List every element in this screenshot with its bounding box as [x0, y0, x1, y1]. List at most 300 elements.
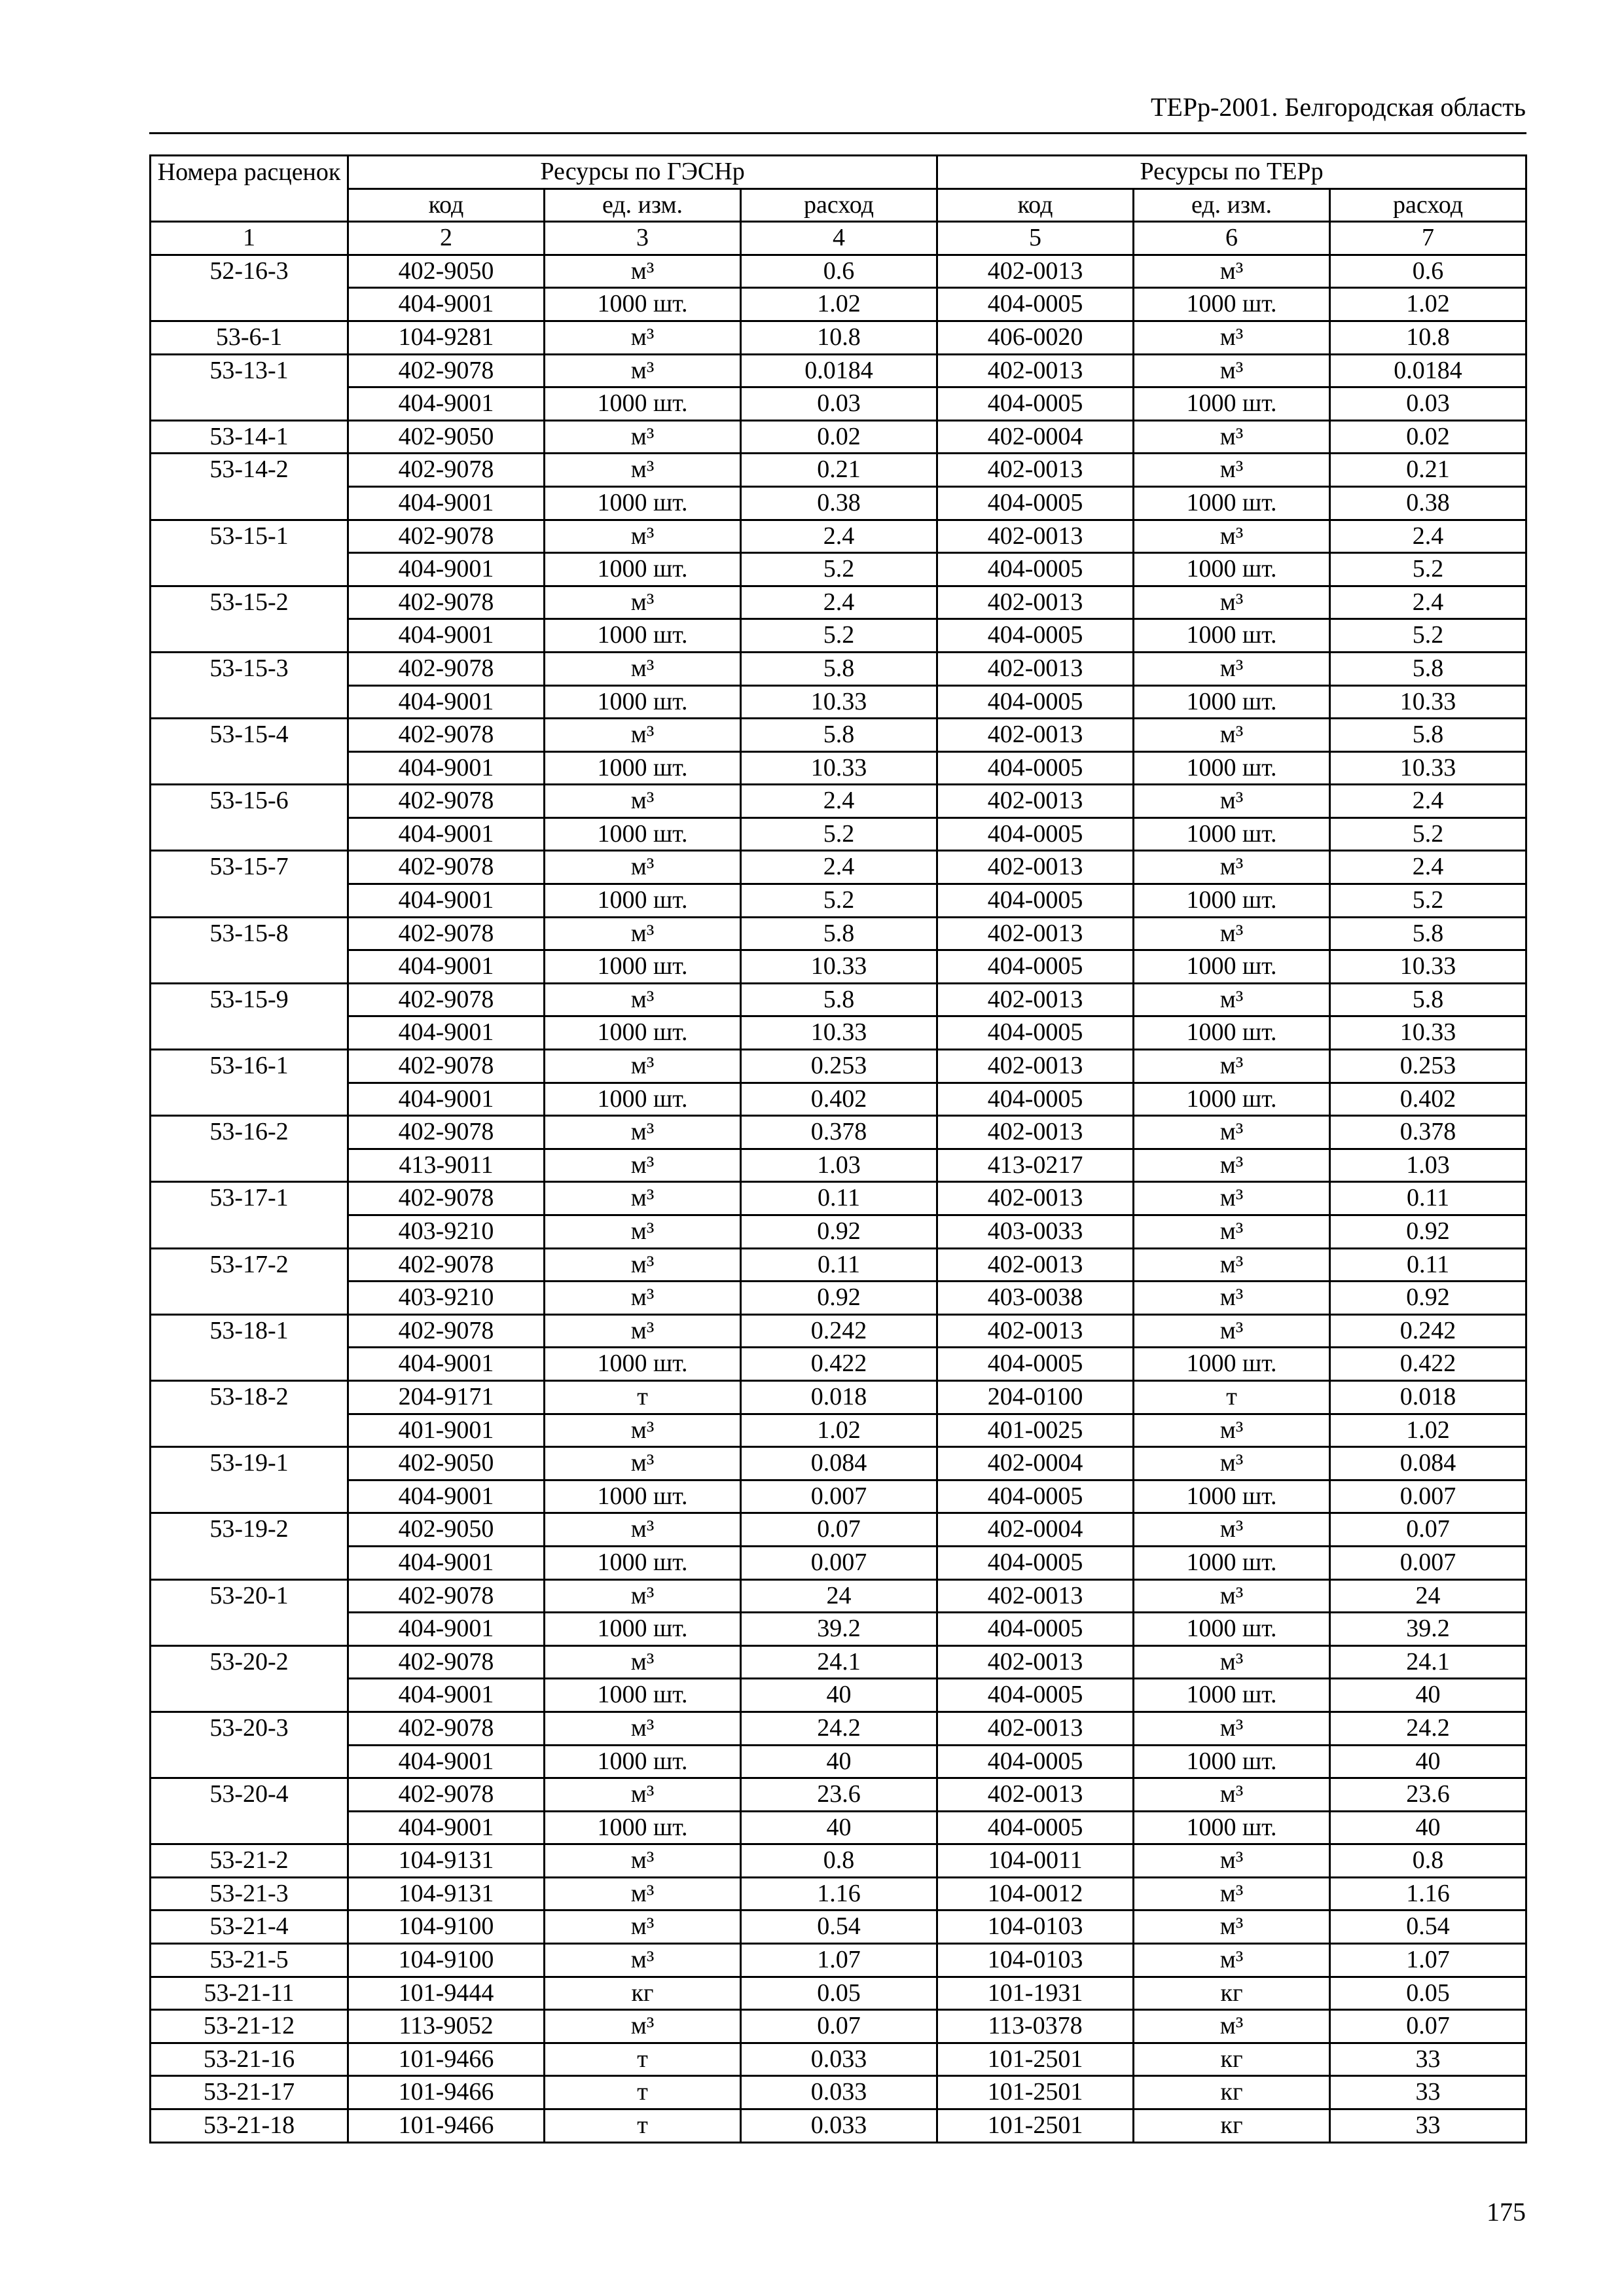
gesn-consumption-cell: 0.8: [741, 1844, 937, 1878]
ter-unit-cell: 1000 шт.: [1134, 486, 1330, 520]
gesn-code-cell: 402-9078: [348, 719, 545, 752]
gesn-code-cell: 113-9052: [348, 2010, 545, 2043]
rate-number-cell: 53-18-2: [151, 1380, 348, 1414]
gesn-consumption-cell: 2.4: [741, 785, 937, 818]
rate-number-cell: [151, 817, 348, 851]
gesn-unit-cell: м³: [545, 1513, 741, 1547]
ter-code-cell: 402-0013: [937, 520, 1134, 553]
ter-consumption-cell: 0.54: [1330, 1910, 1526, 1944]
table-row: [151, 2076, 1526, 2109]
ter-unit-cell: м³: [1134, 1414, 1330, 1447]
ter-unit-cell: м³: [1134, 1116, 1330, 1149]
ter-unit-cell: м³: [1134, 1579, 1330, 1613]
gesn-unit-cell: м³: [545, 1414, 741, 1447]
rate-numbers-header: Номера расценок: [151, 156, 348, 222]
ter-unit-cell: м³: [1134, 851, 1330, 884]
gesn-code-cell: 404-9001: [348, 950, 545, 984]
gesn-unit-cell: т: [545, 2109, 741, 2143]
gesn-code-cell: 404-9001: [348, 1546, 545, 1579]
ter-consumption-cell: 5.8: [1330, 917, 1526, 950]
ter-consumption-cell: 33: [1330, 2076, 1526, 2109]
ter-consumption-cell: 5.8: [1330, 652, 1526, 685]
ter-code-cell: 404-0005: [937, 685, 1134, 719]
gesn-consumption-cell: 2.4: [741, 586, 937, 619]
gesn-unit-cell: м³: [545, 1215, 741, 1249]
rate-number-cell: [151, 1546, 348, 1579]
gesn-code-cell: 402-9078: [348, 1579, 545, 1613]
ter-code-cell: 101-2501: [937, 2109, 1134, 2143]
gesn-unit-cell: м³: [545, 1910, 741, 1944]
gesn-code-cell: 402-9078: [348, 1116, 545, 1149]
ter-resources-header: Ресурсы по ТЕРр: [937, 156, 1526, 189]
ter-unit-cell: 1000 шт.: [1134, 884, 1330, 918]
rate-number-cell: 53-20-3: [151, 1712, 348, 1745]
ter-consumption-cell: 0.007: [1330, 1480, 1526, 1513]
gesn-unit-cell: м³: [545, 1712, 741, 1745]
ter-unit-cell: м³: [1134, 2010, 1330, 2043]
gesn-unit-cell: 1000 шт.: [545, 751, 741, 785]
rate-number-cell: [151, 1149, 348, 1182]
rate-number-cell: 53-21-2: [151, 1844, 348, 1878]
ter-consumption-cell: 5.8: [1330, 983, 1526, 1016]
rate-number-cell: 53-6-1: [151, 321, 348, 354]
gesn-code-cell: 402-9078: [348, 851, 545, 884]
ter-code-cell: 404-0005: [937, 817, 1134, 851]
ter-code-cell: 402-0013: [937, 1645, 1134, 1679]
gesn-consumption-cell: 40: [741, 1679, 937, 1712]
ter-unit-cell: т: [1134, 1380, 1330, 1414]
ter-consumption-cell: 5.8: [1330, 719, 1526, 752]
gesn-consumption-cell: 0.92: [741, 1215, 937, 1249]
table-row: [151, 1149, 1526, 1182]
ter-code-cell: 406-0020: [937, 321, 1134, 354]
ter-unit-cell: м³: [1134, 917, 1330, 950]
column-number: 5: [937, 222, 1134, 255]
rate-number-cell: 53-17-2: [151, 1248, 348, 1282]
gesn-consumption-cell: 0.033: [741, 2109, 937, 2143]
ter-code-cell: 404-0005: [937, 751, 1134, 785]
gesn-consumption-cell: 1.02: [741, 288, 937, 321]
table-row: [151, 1877, 1526, 1910]
ter-code-cell: 101-2501: [937, 2043, 1134, 2076]
rate-number-cell: 53-21-3: [151, 1877, 348, 1910]
ter-consumption-cell: 10.33: [1330, 751, 1526, 785]
table-row: [151, 652, 1526, 685]
table-row: [151, 1083, 1526, 1116]
gesn-consumption-cell: 5.2: [741, 817, 937, 851]
gesn-consumption-cell: 5.8: [741, 719, 937, 752]
gesn-consumption-header: расход: [741, 188, 937, 222]
gesn-consumption-cell: 0.07: [741, 2010, 937, 2043]
ter-code-cell: 404-0005: [937, 553, 1134, 586]
gesn-consumption-cell: 1.02: [741, 1414, 937, 1447]
gesn-code-cell: 404-9001: [348, 1083, 545, 1116]
rate-number-cell: 53-21-4: [151, 1910, 348, 1944]
gesn-consumption-cell: 0.378: [741, 1116, 937, 1149]
ter-code-cell: 403-0033: [937, 1215, 1134, 1249]
gesn-unit-cell: м³: [545, 2010, 741, 2043]
rate-number-cell: 53-15-1: [151, 520, 348, 553]
gesn-code-header: код: [348, 188, 545, 222]
header-rule: [149, 132, 1526, 134]
ter-unit-cell: м³: [1134, 1844, 1330, 1878]
ter-consumption-cell: 23.6: [1330, 1778, 1526, 1812]
gesn-unit-cell: 1000 шт.: [545, 387, 741, 421]
ter-consumption-cell: 0.07: [1330, 1513, 1526, 1547]
ter-consumption-cell: 0.02: [1330, 420, 1526, 454]
gesn-unit-cell: т: [545, 2076, 741, 2109]
ter-code-cell: 402-0013: [937, 719, 1134, 752]
ter-code-cell: 404-0005: [937, 1613, 1134, 1646]
ter-unit-cell: м³: [1134, 255, 1330, 288]
gesn-code-cell: 404-9001: [348, 817, 545, 851]
ter-consumption-cell: 0.03: [1330, 387, 1526, 421]
table-row: [151, 1679, 1526, 1712]
table-row: [151, 1314, 1526, 1348]
gesn-code-cell: 403-9210: [348, 1215, 545, 1249]
ter-consumption-header: расход: [1330, 188, 1526, 222]
gesn-consumption-cell: 0.21: [741, 454, 937, 487]
table-row: [151, 321, 1526, 354]
rate-number-cell: [151, 950, 348, 984]
table-row: [151, 1944, 1526, 1977]
ter-unit-cell: 1000 шт.: [1134, 950, 1330, 984]
gesn-unit-cell: 1000 шт.: [545, 1613, 741, 1646]
page-header-title: ТЕРр-2001. Белгородская область: [1150, 92, 1526, 122]
gesn-unit-cell: кг: [545, 1977, 741, 2010]
gesn-consumption-cell: 0.38: [741, 486, 937, 520]
gesn-code-cell: 402-9078: [348, 1712, 545, 1745]
table-row: [151, 486, 1526, 520]
ter-consumption-cell: 2.4: [1330, 586, 1526, 619]
ter-code-cell: 402-0013: [937, 851, 1134, 884]
gesn-code-cell: 404-9001: [348, 619, 545, 653]
gesn-unit-cell: 1000 шт.: [545, 553, 741, 586]
gesn-code-cell: 402-9078: [348, 1314, 545, 1348]
gesn-code-cell: 204-9171: [348, 1380, 545, 1414]
gesn-code-cell: 403-9210: [348, 1282, 545, 1315]
gesn-consumption-cell: 0.033: [741, 2043, 937, 2076]
rate-number-cell: [151, 884, 348, 918]
gesn-code-cell: 404-9001: [348, 1480, 545, 1513]
ter-consumption-cell: 0.018: [1330, 1380, 1526, 1414]
gesn-consumption-cell: 10.33: [741, 950, 937, 984]
table-row: [151, 387, 1526, 421]
ter-code-cell: 403-0038: [937, 1282, 1134, 1315]
gesn-code-cell: 404-9001: [348, 387, 545, 421]
rate-number-cell: 53-15-4: [151, 719, 348, 752]
ter-code-cell: 404-0005: [937, 288, 1134, 321]
rate-number-cell: [151, 751, 348, 785]
column-number: 7: [1330, 222, 1526, 255]
table-row: [151, 1215, 1526, 1249]
rate-number-cell: [151, 288, 348, 321]
table-row: [151, 1513, 1526, 1547]
rate-number-cell: 53-20-1: [151, 1579, 348, 1613]
gesn-consumption-cell: 24.1: [741, 1645, 937, 1679]
gesn-unit-cell: м³: [545, 321, 741, 354]
gesn-unit-cell: м³: [545, 354, 741, 387]
rate-number-cell: [151, 486, 348, 520]
table-row: [151, 884, 1526, 918]
table-row: [151, 586, 1526, 619]
rate-number-cell: 53-14-1: [151, 420, 348, 454]
gesn-consumption-cell: 5.2: [741, 884, 937, 918]
rate-number-cell: [151, 1348, 348, 1381]
gesn-code-cell: 404-9001: [348, 486, 545, 520]
ter-consumption-cell: 24.2: [1330, 1712, 1526, 1745]
rate-number-cell: 53-15-8: [151, 917, 348, 950]
gesn-unit-cell: м³: [545, 1877, 741, 1910]
gesn-code-cell: 402-9050: [348, 420, 545, 454]
ter-unit-cell: 1000 шт.: [1134, 1679, 1330, 1712]
gesn-unit-cell: 1000 шт.: [545, 1016, 741, 1050]
table-row: [151, 1282, 1526, 1315]
gesn-consumption-cell: 0.018: [741, 1380, 937, 1414]
gesn-unit-header: ед. изм.: [545, 188, 741, 222]
rate-number-cell: 53-21-18: [151, 2109, 348, 2143]
gesn-code-cell: 404-9001: [348, 1679, 545, 1712]
gesn-unit-cell: 1000 шт.: [545, 1348, 741, 1381]
gesn-consumption-cell: 0.02: [741, 420, 937, 454]
rate-number-cell: 53-20-2: [151, 1645, 348, 1679]
ter-consumption-cell: 24: [1330, 1579, 1526, 1613]
ter-consumption-cell: 0.21: [1330, 454, 1526, 487]
rate-number-cell: 53-21-11: [151, 1977, 348, 2010]
gesn-code-cell: 104-9100: [348, 1944, 545, 1977]
table-row: [151, 1380, 1526, 1414]
ter-code-cell: 101-2501: [937, 2076, 1134, 2109]
table-row: [151, 1977, 1526, 2010]
gesn-consumption-cell: 0.11: [741, 1248, 937, 1282]
page-number: 175: [1487, 2197, 1526, 2227]
table-row: [151, 288, 1526, 321]
gesn-code-cell: 404-9001: [348, 1745, 545, 1778]
ter-consumption-cell: 5.2: [1330, 884, 1526, 918]
table-row: [151, 1414, 1526, 1447]
ter-code-cell: 404-0005: [937, 1348, 1134, 1381]
ter-code-cell: 404-0005: [937, 1745, 1134, 1778]
gesn-unit-cell: 1000 шт.: [545, 619, 741, 653]
rate-number-cell: 53-15-9: [151, 983, 348, 1016]
ter-consumption-cell: 5.2: [1330, 817, 1526, 851]
table-row: [151, 1447, 1526, 1480]
ter-unit-cell: 1000 шт.: [1134, 387, 1330, 421]
gesn-unit-cell: м³: [545, 1844, 741, 1878]
gesn-consumption-cell: 0.084: [741, 1447, 937, 1480]
gesn-code-cell: 404-9001: [348, 751, 545, 785]
ter-consumption-cell: 1.02: [1330, 1414, 1526, 1447]
ter-code-cell: 402-0013: [937, 1050, 1134, 1083]
table-head: [151, 156, 1526, 255]
column-number: 6: [1134, 222, 1330, 255]
ter-code-cell: 113-0378: [937, 2010, 1134, 2043]
gesn-consumption-cell: 40: [741, 1811, 937, 1844]
gesn-code-cell: 104-9131: [348, 1844, 545, 1878]
ter-consumption-cell: 10.33: [1330, 685, 1526, 719]
ter-code-cell: 402-0013: [937, 785, 1134, 818]
gesn-unit-cell: м³: [545, 1182, 741, 1215]
table-row: [151, 1546, 1526, 1579]
rate-number-cell: 53-20-4: [151, 1778, 348, 1812]
ter-code-cell: 402-0013: [937, 652, 1134, 685]
rate-number-cell: 53-14-2: [151, 454, 348, 487]
ter-unit-cell: м³: [1134, 652, 1330, 685]
table-row: [151, 751, 1526, 785]
rate-number-cell: 53-15-2: [151, 586, 348, 619]
gesn-consumption-cell: 0.07: [741, 1513, 937, 1547]
ter-unit-cell: м³: [1134, 1248, 1330, 1282]
gesn-unit-cell: м³: [545, 255, 741, 288]
gesn-consumption-cell: 0.03: [741, 387, 937, 421]
gesn-code-cell: 402-9078: [348, 1248, 545, 1282]
column-number: 3: [545, 222, 741, 255]
rate-number-cell: [151, 553, 348, 586]
ter-unit-cell: 1000 шт.: [1134, 1016, 1330, 1050]
rate-number-cell: 53-15-3: [151, 652, 348, 685]
gesn-consumption-cell: 0.92: [741, 1282, 937, 1315]
table-row: [151, 1579, 1526, 1613]
ter-unit-cell: м³: [1134, 1050, 1330, 1083]
gesn-consumption-cell: 0.242: [741, 1314, 937, 1348]
rate-number-cell: [151, 1613, 348, 1646]
ter-code-cell: 104-0011: [937, 1844, 1134, 1878]
gesn-code-cell: 402-9050: [348, 255, 545, 288]
ter-consumption-cell: 33: [1330, 2109, 1526, 2143]
ter-consumption-cell: 33: [1330, 2043, 1526, 2076]
gesn-code-cell: 401-9001: [348, 1414, 545, 1447]
ter-consumption-cell: 24.1: [1330, 1645, 1526, 1679]
gesn-consumption-cell: 39.2: [741, 1613, 937, 1646]
ter-unit-cell: м³: [1134, 1877, 1330, 1910]
table-row: [151, 1182, 1526, 1215]
rate-number-cell: [151, 1480, 348, 1513]
gesn-code-cell: 402-9078: [348, 785, 545, 818]
ter-consumption-cell: 0.378: [1330, 1116, 1526, 1149]
ter-code-cell: 104-0103: [937, 1910, 1134, 1944]
ter-unit-cell: кг: [1134, 2043, 1330, 2076]
rate-number-cell: [151, 1679, 348, 1712]
ter-unit-cell: м³: [1134, 1513, 1330, 1547]
gesn-unit-cell: м³: [545, 1447, 741, 1480]
rate-number-cell: [151, 1083, 348, 1116]
ter-code-cell: 402-0013: [937, 1579, 1134, 1613]
table-row: [151, 1480, 1526, 1513]
table-row: [151, 1778, 1526, 1812]
rate-number-cell: 53-17-1: [151, 1182, 348, 1215]
gesn-unit-cell: м³: [545, 1944, 741, 1977]
ter-unit-cell: м³: [1134, 1149, 1330, 1182]
column-number: 4: [741, 222, 937, 255]
gesn-code-cell: 402-9078: [348, 917, 545, 950]
ter-code-cell: 402-0013: [937, 1248, 1134, 1282]
gesn-consumption-cell: 0.033: [741, 2076, 937, 2109]
gesn-code-cell: 402-9050: [348, 1447, 545, 1480]
gesn-code-cell: 101-9444: [348, 1977, 545, 2010]
ter-code-cell: 402-0013: [937, 1778, 1134, 1812]
ter-consumption-cell: 0.242: [1330, 1314, 1526, 1348]
ter-unit-cell: 1000 шт.: [1134, 1546, 1330, 1579]
table-row: [151, 917, 1526, 950]
rate-number-cell: 53-19-1: [151, 1447, 348, 1480]
ter-consumption-cell: 0.11: [1330, 1248, 1526, 1282]
ter-unit-cell: м³: [1134, 1447, 1330, 1480]
table-row: [151, 719, 1526, 752]
ter-unit-cell: м³: [1134, 1910, 1330, 1944]
rate-number-cell: 53-15-6: [151, 785, 348, 818]
ter-code-cell: 402-0013: [937, 1314, 1134, 1348]
ter-code-cell: 402-0013: [937, 917, 1134, 950]
gesn-code-cell: 404-9001: [348, 685, 545, 719]
gesn-unit-cell: м³: [545, 1645, 741, 1679]
gesn-unit-cell: м³: [545, 851, 741, 884]
ter-unit-cell: м³: [1134, 1314, 1330, 1348]
gesn-unit-cell: м³: [545, 586, 741, 619]
ter-unit-header: ед. изм.: [1134, 188, 1330, 222]
ter-unit-cell: 1000 шт.: [1134, 817, 1330, 851]
ter-unit-cell: 1000 шт.: [1134, 1480, 1330, 1513]
ter-code-cell: 404-0005: [937, 1811, 1134, 1844]
table-row: [151, 1645, 1526, 1679]
ter-code-cell: 404-0005: [937, 950, 1134, 984]
gesn-unit-cell: т: [545, 1380, 741, 1414]
gesn-resources-header: Ресурсы по ГЭСНр: [348, 156, 937, 189]
gesn-consumption-cell: 24.2: [741, 1712, 937, 1745]
rate-number-cell: 53-16-2: [151, 1116, 348, 1149]
gesn-consumption-cell: 0.402: [741, 1083, 937, 1116]
gesn-consumption-cell: 10.8: [741, 321, 937, 354]
gesn-code-cell: 404-9001: [348, 288, 545, 321]
gesn-unit-cell: 1000 шт.: [545, 685, 741, 719]
gesn-consumption-cell: 10.33: [741, 685, 937, 719]
table-row: [151, 1016, 1526, 1050]
ter-consumption-cell: 1.02: [1330, 288, 1526, 321]
ter-consumption-cell: 1.16: [1330, 1877, 1526, 1910]
ter-unit-cell: 1000 шт.: [1134, 553, 1330, 586]
gesn-consumption-cell: 1.16: [741, 1877, 937, 1910]
gesn-unit-cell: м³: [545, 1579, 741, 1613]
gesn-consumption-cell: 40: [741, 1745, 937, 1778]
ter-consumption-cell: 0.253: [1330, 1050, 1526, 1083]
gesn-unit-cell: м³: [545, 1248, 741, 1282]
gesn-code-cell: 104-9131: [348, 1877, 545, 1910]
table-row: [151, 255, 1526, 288]
rate-number-cell: [151, 1745, 348, 1778]
table-row: [151, 1844, 1526, 1878]
rate-number-cell: 53-21-5: [151, 1944, 348, 1977]
ter-unit-cell: кг: [1134, 2076, 1330, 2109]
ter-code-cell: 404-0005: [937, 1083, 1134, 1116]
table-row: [151, 1712, 1526, 1745]
ter-code-cell: 402-0013: [937, 1116, 1134, 1149]
ter-unit-cell: кг: [1134, 1977, 1330, 2010]
ter-code-cell: 402-0004: [937, 420, 1134, 454]
ter-consumption-cell: 0.92: [1330, 1215, 1526, 1249]
ter-unit-cell: м³: [1134, 983, 1330, 1016]
ter-unit-cell: 1000 шт.: [1134, 619, 1330, 653]
ter-consumption-cell: 40: [1330, 1679, 1526, 1712]
gesn-consumption-cell: 0.253: [741, 1050, 937, 1083]
table-row: [151, 553, 1526, 586]
gesn-unit-cell: 1000 шт.: [545, 288, 741, 321]
gesn-code-cell: 404-9001: [348, 553, 545, 586]
table-row: [151, 619, 1526, 653]
ter-code-cell: 402-0004: [937, 1513, 1134, 1547]
gesn-code-cell: 402-9050: [348, 1513, 545, 1547]
ter-unit-cell: м³: [1134, 586, 1330, 619]
table-row: [151, 1116, 1526, 1149]
rates-table: [149, 154, 1527, 2144]
